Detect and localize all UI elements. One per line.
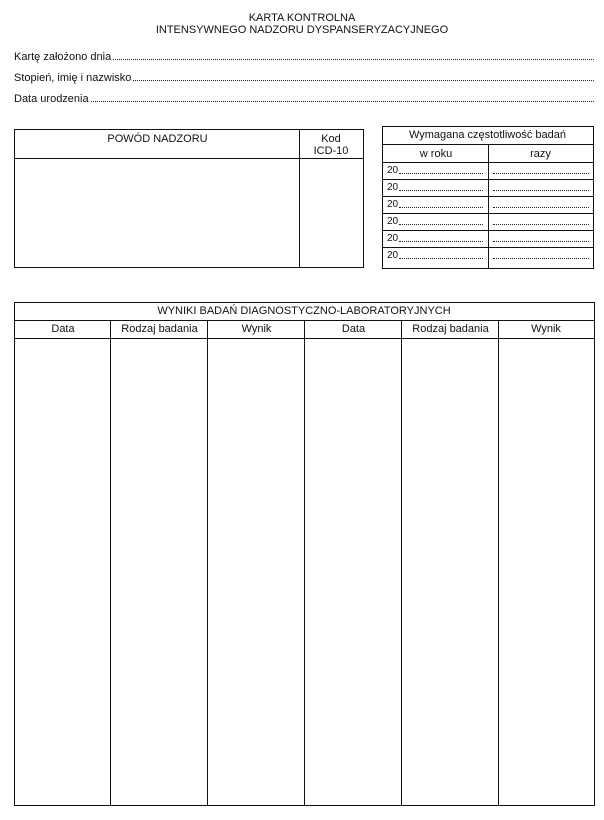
fill-line[interactable] [399,233,483,242]
frequency-row[interactable] [383,196,593,214]
year-prefix: 20 [387,182,399,193]
field-birth-date[interactable] [14,92,594,105]
frequency-row[interactable] [383,247,593,265]
times-fill-line[interactable] [493,165,589,174]
results-title: WYNIKI BADAŃ DIAGNOSTYCZNO-LABORATORYJNYCH [157,305,451,317]
times-fill-line[interactable] [493,233,589,242]
times-fill-line[interactable] [493,199,589,208]
col-header-date: Data [341,323,366,335]
fill-line[interactable] [133,71,594,81]
year-prefix: 20 [387,165,399,176]
times-fill-line[interactable] [493,250,589,259]
col-times-header: razy [530,148,551,160]
form-title-line-2: INTENSYWNEGO NADZORU DYSPANSERYZACYJNEGO [155,24,449,36]
form-title-line-1: KARTA KONTROLNA [248,12,356,24]
field-label: Stopień, imię i nazwisko [14,72,132,84]
form-title [0,12,604,36]
year-prefix: 20 [387,250,399,261]
times-fill-line[interactable] [493,182,589,191]
reason-header: POWÓD NADZORU [107,133,208,145]
code-input-area[interactable] [301,159,363,267]
fill-line[interactable] [399,182,483,191]
col-header-date: Data [51,323,75,335]
fill-line[interactable] [113,50,594,60]
fill-line[interactable] [399,216,483,225]
frequency-title: Wymagana częstotliwość badań [408,129,567,141]
year-prefix: 20 [387,216,399,227]
col-header-exam-type: Rodzaj badania [412,323,489,335]
code-header [300,133,362,157]
year-prefix: 20 [387,199,399,210]
divider [299,130,300,267]
col-header-exam-type: Rodzaj badania [121,323,198,335]
fill-line[interactable] [399,199,483,208]
code-header-line-2: ICD-10 [313,145,349,157]
code-header-line-1: Kod [321,133,341,145]
year-prefix: 20 [387,233,399,244]
field-card-created-date[interactable] [14,50,594,63]
reason-table [14,129,364,268]
frequency-row[interactable] [383,162,593,180]
reason-input-area[interactable] [15,159,299,267]
fill-line[interactable] [399,165,483,174]
fill-line[interactable] [399,250,483,259]
frequency-row[interactable] [383,230,593,248]
times-fill-line[interactable] [493,216,589,225]
fill-line[interactable] [91,92,594,102]
frequency-row[interactable] [383,213,593,231]
field-label: Kartę założono dnia [14,51,112,63]
results-table [14,302,595,806]
col-header-result: Wynik [241,323,272,335]
field-label: Data urodzenia [14,93,89,105]
results-input-area[interactable] [15,340,594,805]
col-year-header: w roku [419,148,453,160]
field-rank-name[interactable] [14,71,594,84]
frequency-row[interactable] [383,179,593,197]
col-header-result: Wynik [531,323,561,335]
frequency-table [382,126,594,269]
